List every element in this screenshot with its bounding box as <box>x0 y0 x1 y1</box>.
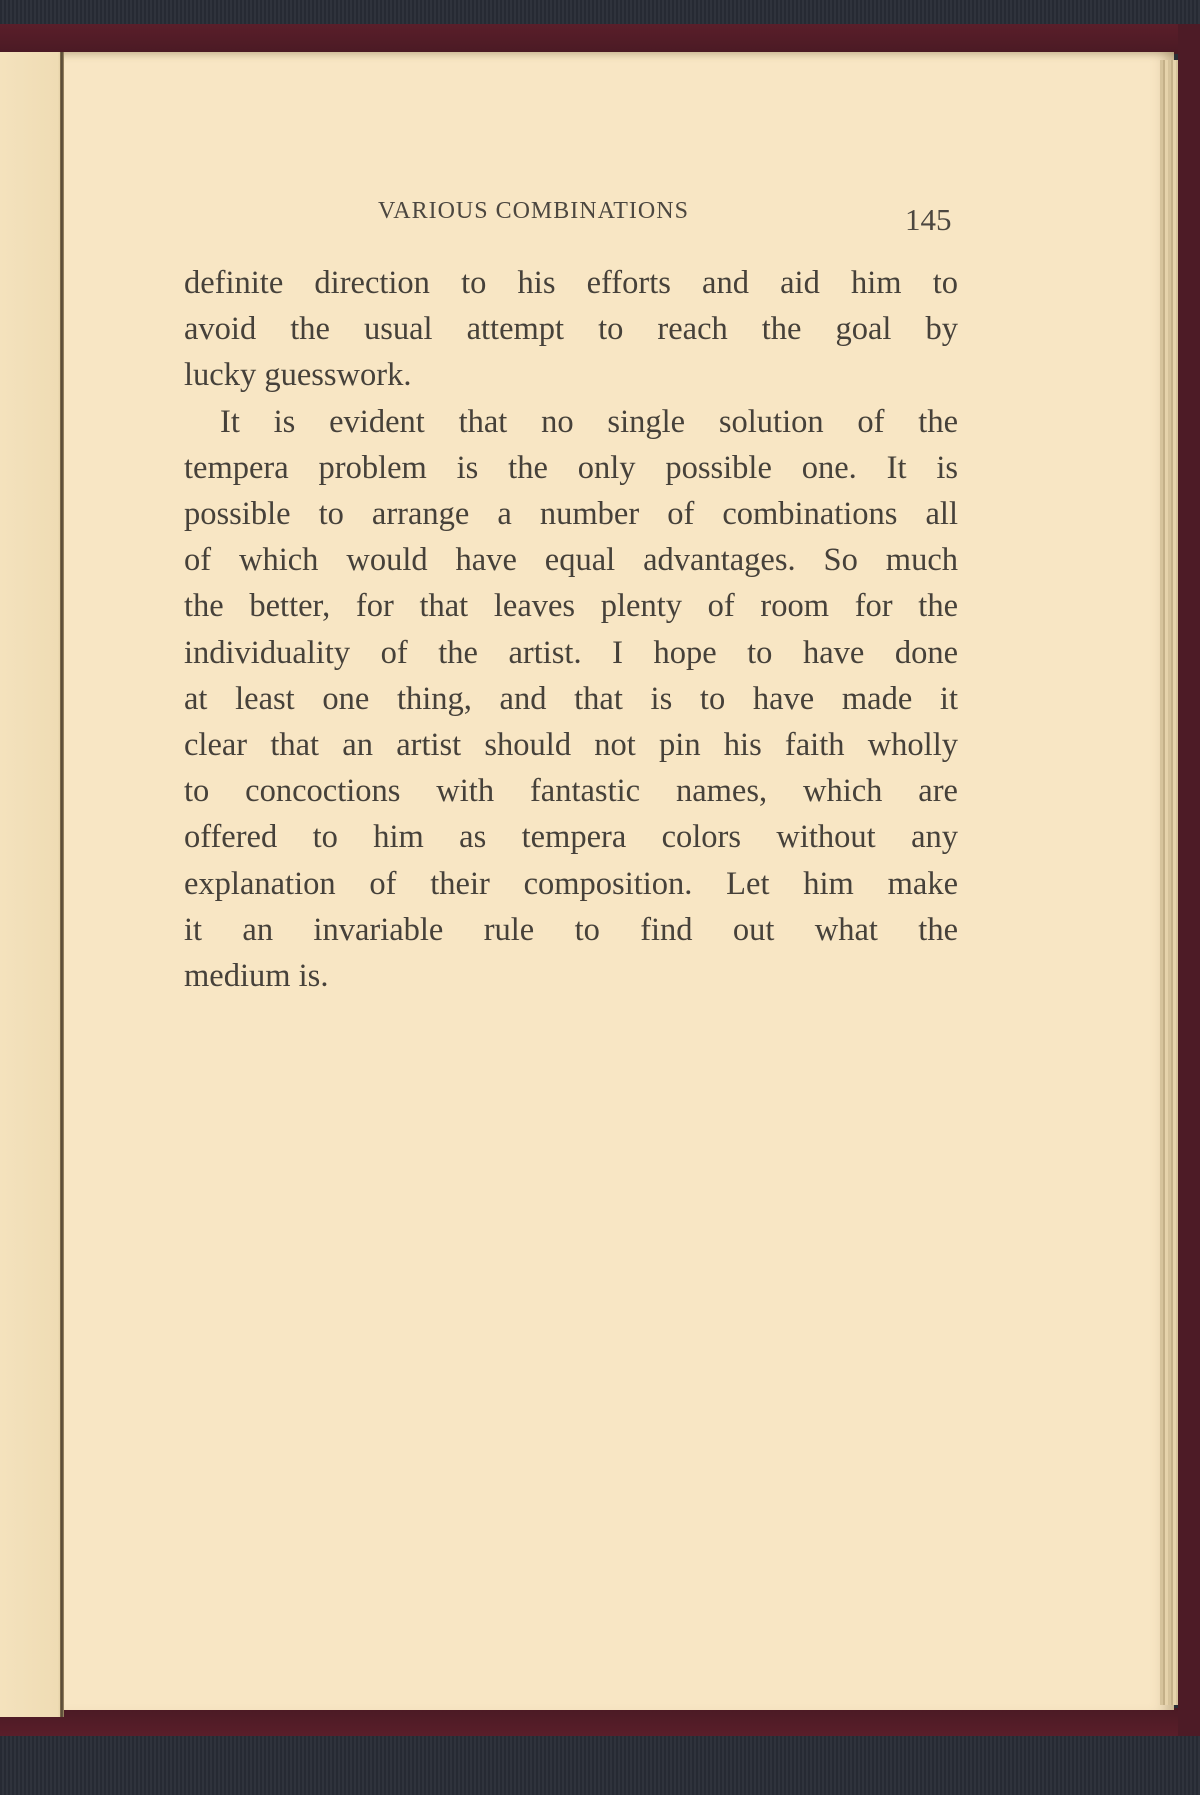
cover-board-edge-bottom <box>0 1708 1200 1736</box>
text-line-paragraph-start: It is evident that no single solution of the <box>220 403 958 440</box>
text-line: avoid the usual attempt to reach the goal by <box>184 311 958 348</box>
cover-board-edge-top <box>0 24 1200 54</box>
facing-page-edge <box>0 52 64 1717</box>
text-line: offered to him as tempera colors without any <box>184 819 958 856</box>
text-line: to concoctions with fantastic names, which are <box>184 773 958 810</box>
text-line: the better, for that leaves plenty of room for the <box>184 588 958 625</box>
cover-board-edge-right <box>1178 24 1200 1736</box>
text-line: possible to arrange a number of combinations all <box>184 496 958 533</box>
body-text <box>184 260 958 999</box>
text-line: explanation of their composition. Let him make <box>184 865 958 902</box>
page-stack-edge <box>1160 60 1178 1705</box>
text-line: lucky guesswork. <box>184 357 412 394</box>
text-line: definite direction to his efforts and aid him to <box>184 265 958 301</box>
text-line: it an invariable rule to find out what the <box>184 911 958 948</box>
text-line: individuality of the artist. I hope to have done <box>184 634 958 671</box>
text-line: of which would have equal advantages. So much <box>184 542 958 579</box>
page-number: 145 <box>905 202 952 237</box>
running-head: VARIOUS COMBINATIONS <box>378 198 689 224</box>
text-line: at least one thing, and that is to have made it <box>184 680 958 717</box>
text-line: clear that an artist should not pin his faith wholly <box>184 727 958 764</box>
text-line: medium is. <box>184 958 329 995</box>
text-line: tempera problem is the only possible one. It is <box>184 449 958 486</box>
